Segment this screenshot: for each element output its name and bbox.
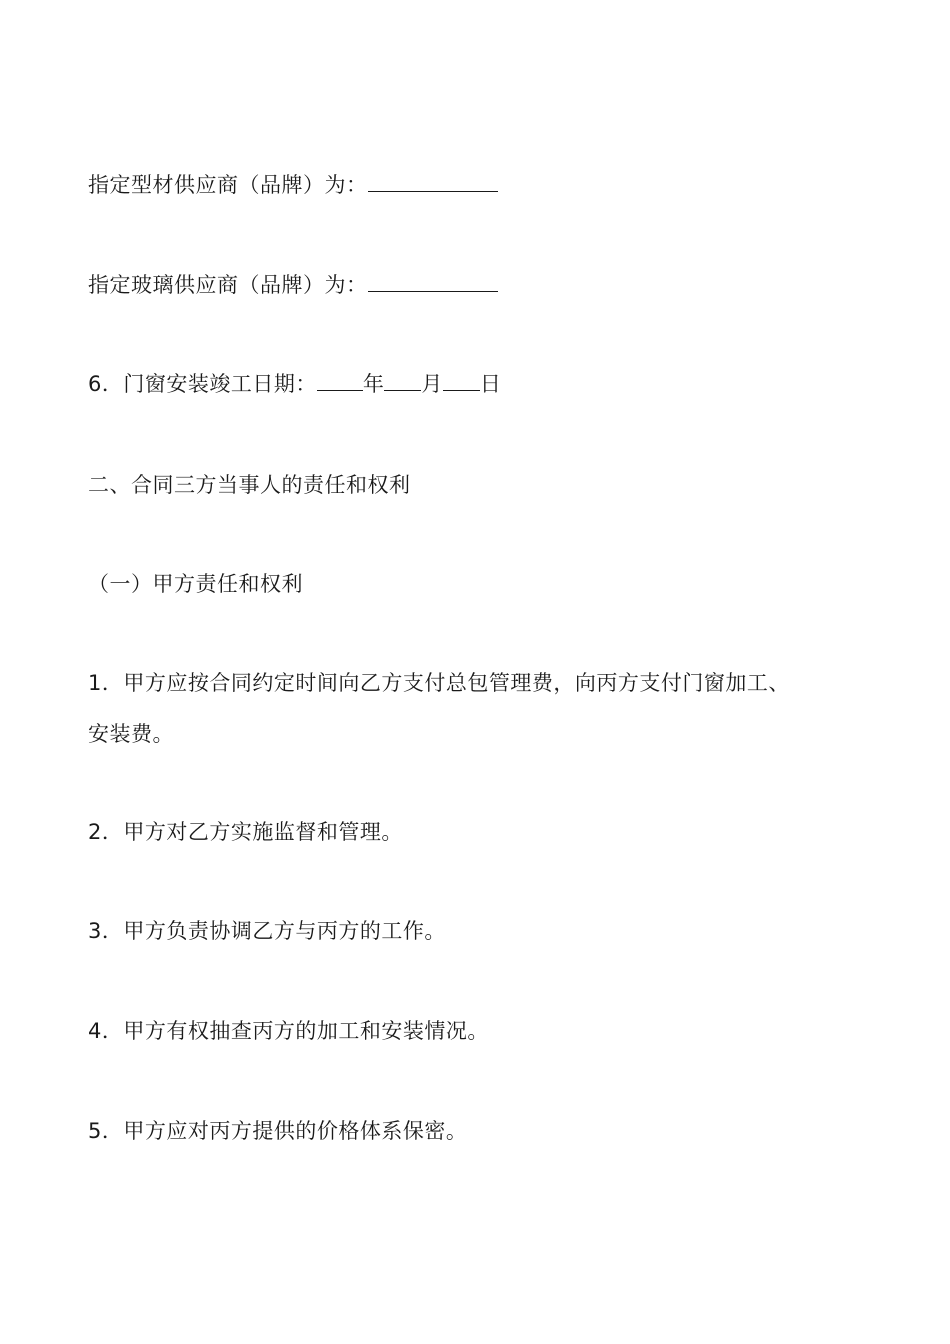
list-item: 3．甲方负责协调乙方与丙方的工作。 xyxy=(88,919,446,943)
month-blank xyxy=(384,370,421,391)
list-item-continuation: 安装费。 xyxy=(88,722,174,746)
year-blank xyxy=(317,370,363,391)
glass-supplier-line xyxy=(88,270,498,300)
list-item: 1．甲方应按合同约定时间向乙方支付总包管理费，向丙方支付门窗加工、 xyxy=(88,671,790,695)
list-item: 4．甲方有权抽查丙方的加工和安装情况。 xyxy=(88,1019,489,1043)
day-blank xyxy=(443,370,480,391)
list-item: 5．甲方应对丙方提供的价格体系保密。 xyxy=(88,1119,468,1143)
glass-supplier-blank xyxy=(368,271,498,292)
subsection-one-heading: （一）甲方责任和权利 xyxy=(88,572,303,596)
completion-date-prefix: 6．门窗安装竣工日期： xyxy=(88,372,317,396)
glass-supplier-label: 指定玻璃供应商（品牌）为： xyxy=(88,273,368,297)
list-item: 2．甲方对乙方实施监督和管理。 xyxy=(88,820,403,844)
profile-supplier-label: 指定型材供应商（品牌）为： xyxy=(88,173,368,197)
completion-date-line xyxy=(88,369,501,399)
profile-supplier-line xyxy=(88,170,498,200)
section-two-heading: 二、合同三方当事人的责任和权利 xyxy=(88,473,411,497)
day-label: 日 xyxy=(479,372,502,396)
year-label: 年 xyxy=(362,372,385,396)
month-label: 月 xyxy=(421,372,443,396)
profile-supplier-blank xyxy=(368,171,498,192)
